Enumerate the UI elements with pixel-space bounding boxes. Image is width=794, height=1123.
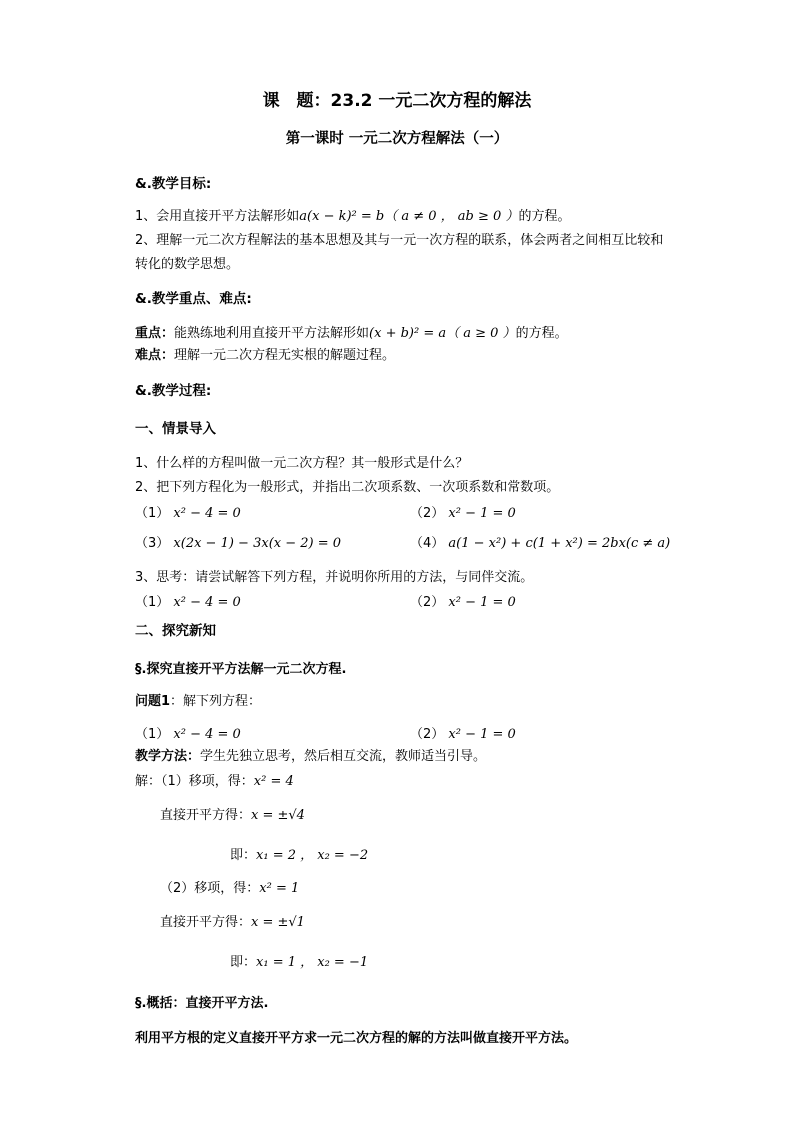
page-title: 课 题：23.2 一元二次方程的解法 — [262, 91, 532, 111]
solution-1-step-1 — [135, 773, 294, 791]
problem-eq-2-label: （2） — [410, 727, 445, 742]
definition-text: 利用平方根的定义直接开平方求一元二次方程的解的方法叫做直接开平方法。 — [135, 1031, 578, 1046]
problem-eq-2 — [410, 726, 516, 744]
think-exercise-1-equation: x² − 4 = 0 — [173, 595, 241, 610]
think-exercise-1 — [135, 594, 241, 612]
key-point-equation: (x + b)² = a — [369, 326, 447, 341]
solution-2-step-1-equation: x² = 1 — [259, 881, 300, 896]
solution-2-step-2-text: 直接开平方得： — [160, 915, 252, 930]
teaching-method-text: 学生先独立思考，然后相互交流，教师适当引导。 — [200, 749, 487, 764]
question-3: 3、思考：请尝试解答下列方程，并说明你所用的方法，与同伴交流。 — [135, 570, 534, 585]
problem-eq-1-label: （1） — [135, 727, 170, 742]
section-teaching-process: &.教学过程: — [135, 383, 212, 399]
solution-2-answer — [230, 954, 368, 972]
exercise-4-label: （4） — [410, 536, 445, 551]
difficulty-point — [135, 347, 395, 365]
solution-1-answer-equation: x₁ = 2 ， x₂ = −2 — [256, 848, 369, 863]
goal-2-line-2: 转化的数学思想。 — [135, 257, 240, 272]
key-point-label: 重点： — [135, 326, 175, 341]
summary-heading: §.概括：直接开平方法. — [135, 996, 269, 1011]
goal-1 — [135, 208, 570, 226]
exercise-3-equation: x(2x − 1) − 3x(x − 2) = 0 — [173, 536, 342, 551]
question-1: 1、什么样的方程叫做一元二次方程？其一般形式是什么？ — [135, 456, 469, 471]
key-point-suffix: 的方程。 — [515, 326, 568, 341]
think-exercise-2-label: （2） — [410, 595, 445, 610]
key-point — [135, 325, 568, 343]
exercise-1-label: （1） — [135, 506, 170, 521]
goal-1-suffix: 的方程。 — [518, 209, 571, 224]
solution-1-answer — [230, 847, 368, 865]
solution-1-step-1-equation: x² = 4 — [253, 774, 294, 789]
exercise-2-equation: x² − 1 = 0 — [448, 506, 516, 521]
difficulty-label: 难点： — [135, 348, 175, 363]
solution-1-answer-text: 即： — [230, 848, 257, 863]
think-exercise-2-equation: x² − 1 = 0 — [448, 595, 516, 610]
solution-2-answer-text: 即： — [230, 955, 257, 970]
page-subtitle: 第一课时 一元二次方程解法（一） — [285, 131, 509, 147]
part-2-heading: 二、探究新知 — [135, 623, 216, 639]
solution-2-step-1-text: （2）移项，得： — [160, 881, 260, 896]
exercise-3-label: （3） — [135, 536, 170, 551]
problem-1-text: ：解下列方程： — [170, 694, 262, 709]
explore-heading: §.探究直接开平方法解一元二次方程. — [135, 662, 347, 677]
solution-2-step-2-equation: x = ±√1 — [251, 915, 305, 930]
exercise-1 — [135, 505, 241, 523]
goal-1-text: 1、会用直接开平方法解形如 — [135, 209, 300, 224]
key-point-condition: （ a ≥ 0 ） — [446, 326, 516, 341]
teaching-method — [135, 748, 486, 766]
think-exercise-2 — [410, 594, 516, 612]
key-point-text: 能熟练地利用直接开平方法解形如 — [174, 326, 370, 341]
solution-2-step-1 — [160, 880, 299, 898]
question-2: 2、把下列方程化为一般形式，并指出二次项系数、一次项系数和常数项。 — [135, 480, 560, 495]
teaching-method-label: 教学方法： — [135, 749, 201, 764]
exercise-2-label: （2） — [410, 506, 445, 521]
problem-1 — [135, 693, 261, 711]
exercise-4-equation: a(1 − x²) + c(1 + x²) = 2bx(c ≠ a) — [448, 536, 671, 551]
goal-1-equation: a(x − k)² = b — [299, 209, 385, 224]
part-1-heading: 一、情景导入 — [135, 421, 216, 437]
goal-1-condition: （ a ≠ 0 ， ab ≥ 0 ） — [384, 209, 519, 224]
problem-eq-1 — [135, 726, 241, 744]
section-key-points: &.教学重点、难点: — [135, 291, 252, 307]
exercise-2 — [410, 505, 516, 523]
exercise-3 — [135, 535, 341, 553]
solution-1-step-1-text: 解：（1）移项，得： — [135, 774, 254, 789]
section-teaching-goals: &.教学目标: — [135, 176, 212, 192]
think-exercise-1-label: （1） — [135, 595, 170, 610]
problem-1-label: 问题1 — [135, 694, 171, 709]
solution-2-answer-equation: x₁ = 1 ， x₂ = −1 — [256, 955, 369, 970]
problem-eq-2-equation: x² − 1 = 0 — [448, 727, 516, 742]
solution-1-step-2 — [160, 807, 305, 825]
solution-1-step-2-equation: x = ±√4 — [251, 808, 305, 823]
exercise-1-equation: x² − 4 = 0 — [173, 506, 241, 521]
difficulty-text: 理解一元二次方程无实根的解题过程。 — [174, 348, 396, 363]
goal-2-line-1: 2、理解一元二次方程解法的基本思想及其与一元一次方程的联系，体会两者之间相互比较和 — [135, 233, 664, 248]
solution-2-step-2 — [160, 914, 305, 932]
problem-eq-1-equation: x² − 4 = 0 — [173, 727, 241, 742]
exercise-4 — [410, 535, 670, 553]
solution-1-step-2-text: 直接开平方得： — [160, 808, 252, 823]
